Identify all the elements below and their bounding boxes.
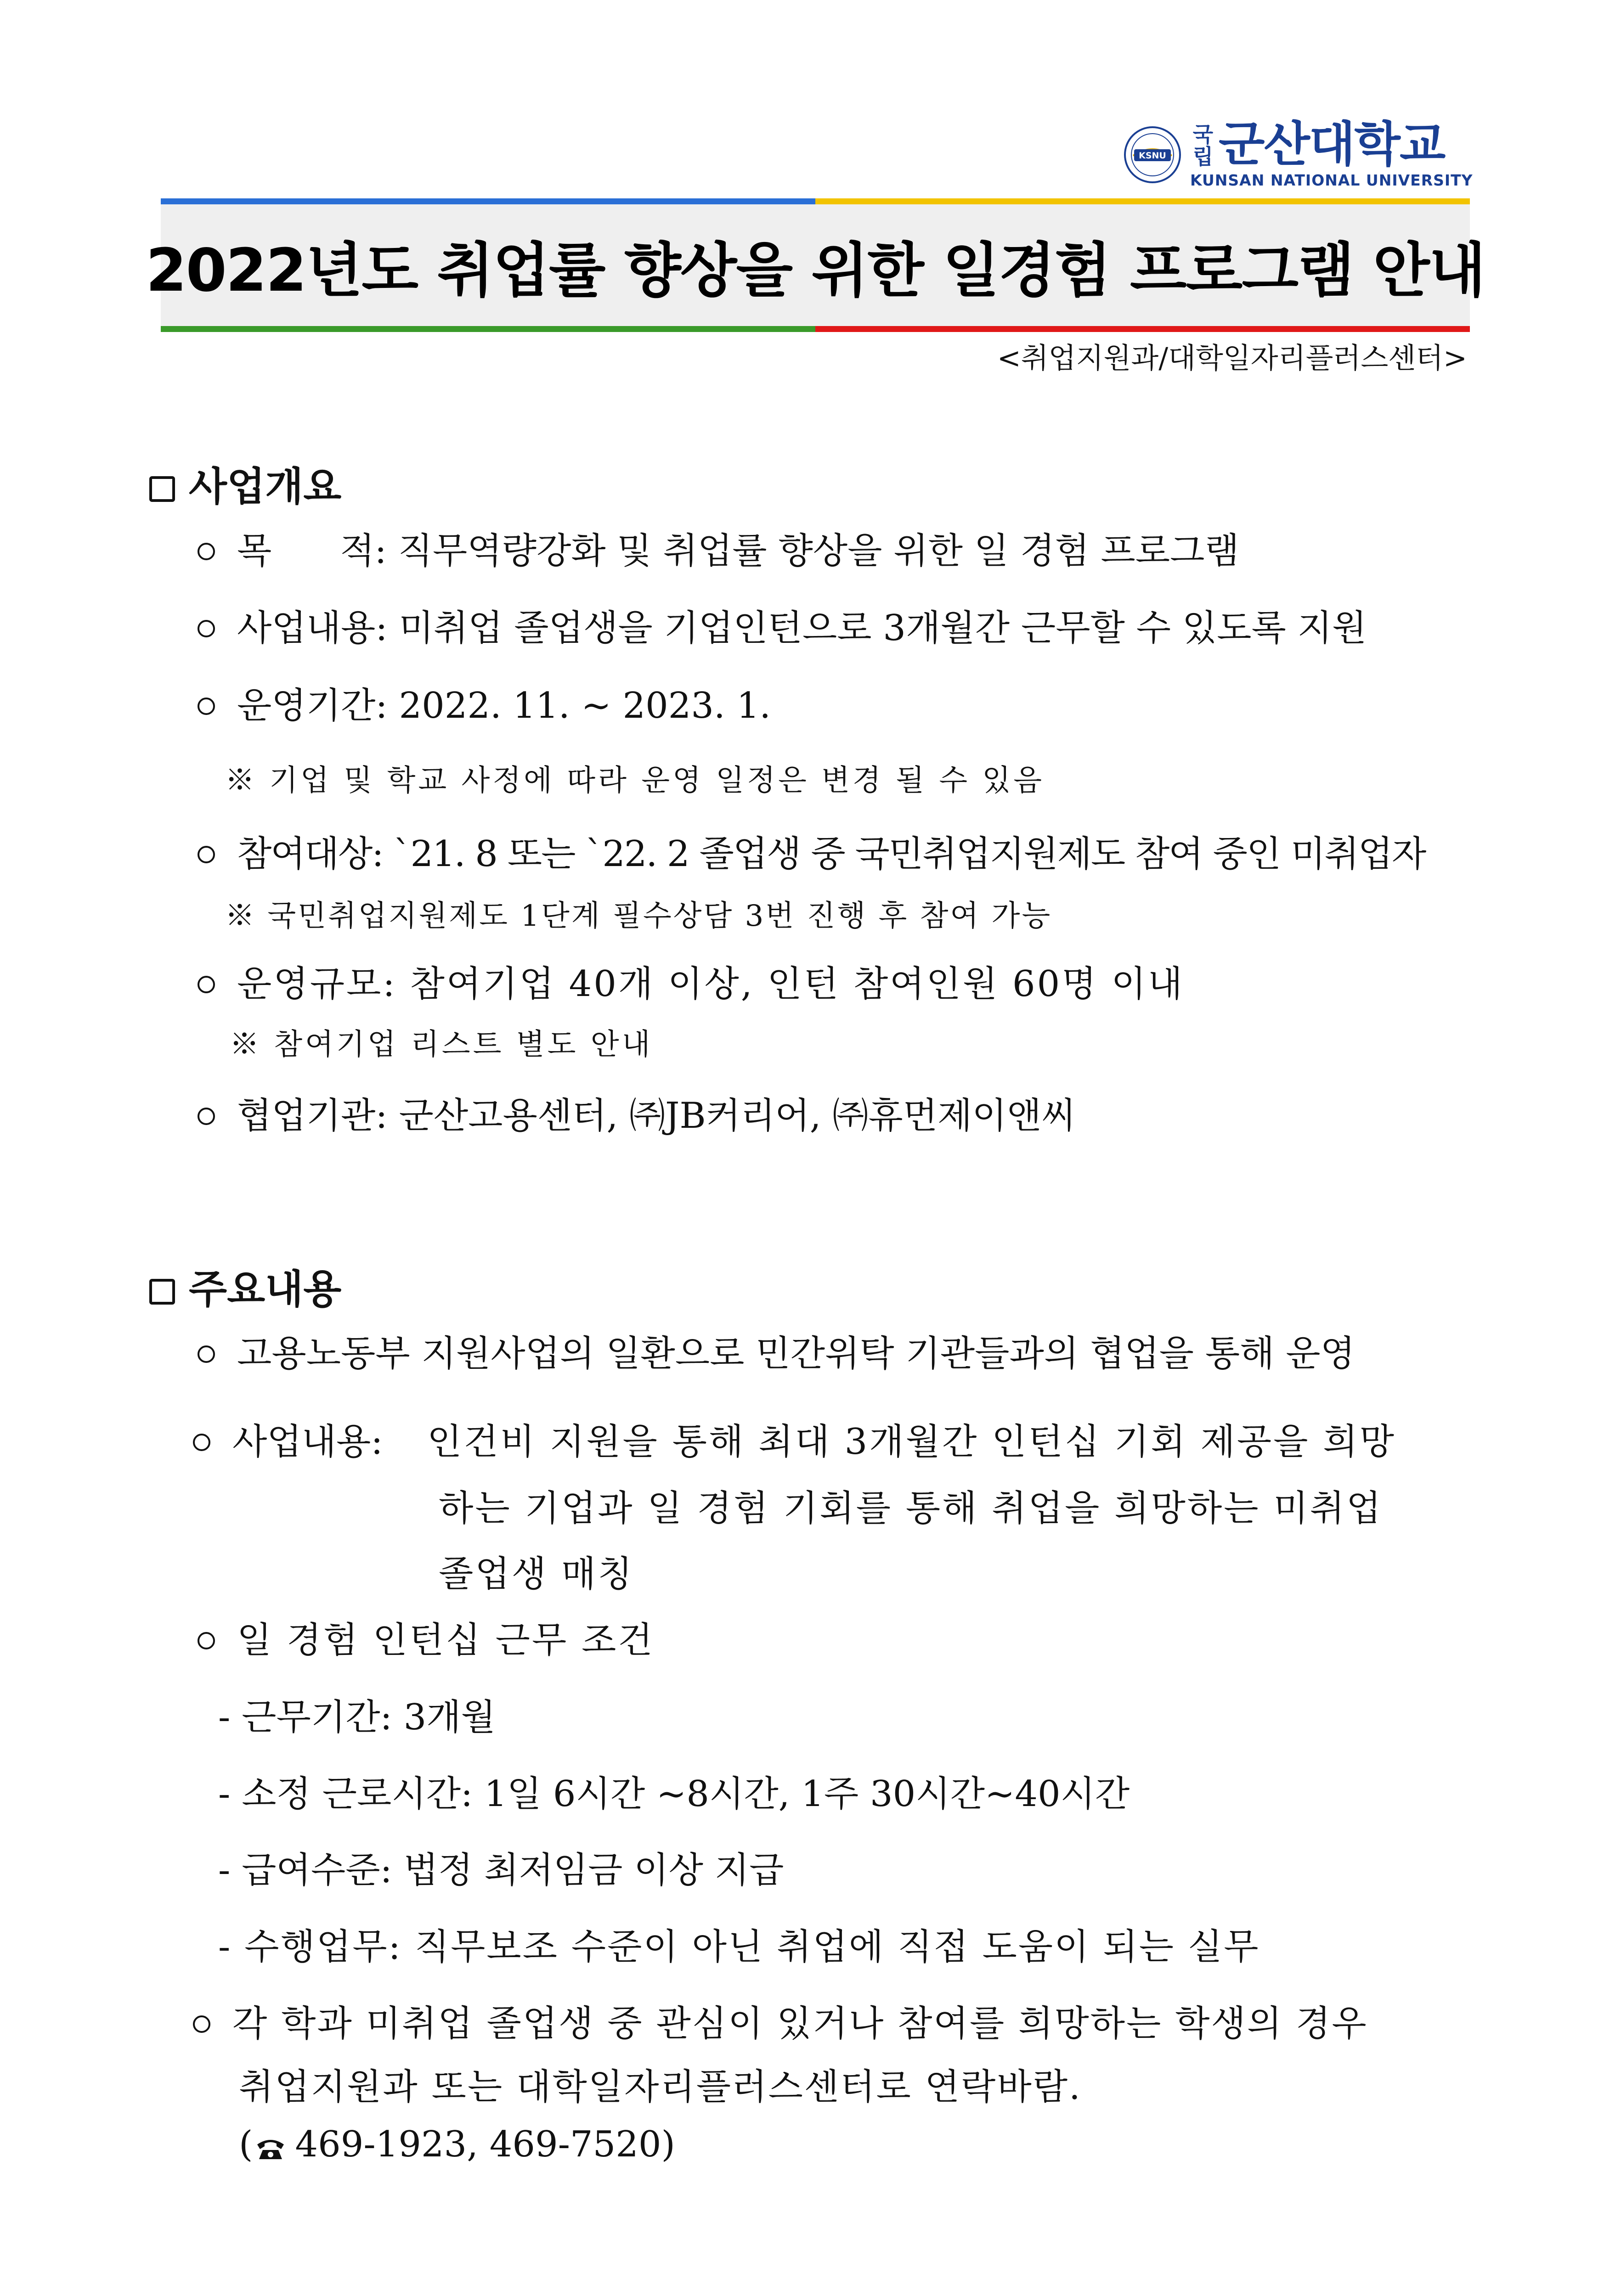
logo-english-name: KUNSAN NATIONAL UNIVERSITY [1190, 171, 1473, 189]
condition-item: - 급여수준: 법정 최저임금 이상 지급 [218, 1850, 784, 1891]
logo-name: 군산대학교 [1219, 116, 1445, 172]
item-label: 협업기관: [237, 1095, 388, 1137]
circle-bullet-icon [198, 1108, 215, 1125]
item-label: 운영규모: [237, 963, 397, 1005]
section-heading-main-content [149, 1257, 341, 1314]
contact-phone: ( 469-1923, 469-7520) [239, 2124, 675, 2165]
item-text: 일 경험 인턴십 근무 조건 [237, 1620, 655, 1661]
circle-bullet-icon [193, 2015, 210, 2033]
list-item [198, 1617, 655, 1663]
list-item [198, 1331, 1355, 1377]
circle-bullet-icon [193, 1434, 210, 1451]
circle-bullet-icon [198, 976, 215, 993]
checkbox-square-icon [149, 1279, 175, 1305]
circle-bullet-icon [198, 620, 215, 637]
item-text: 참여기업 40개 이상, 인턴 참여인원 60명 이내 [410, 963, 1185, 1005]
condition-item: - 소정 근로시간: 1일 6시간 ~8시간, 1주 30시간~40시간 [218, 1773, 1130, 1815]
university-seal-icon [1123, 125, 1182, 184]
item-text: 군산고용센터, ㈜JB커리어, ㈜휴먼제이앤씨 [399, 1095, 1076, 1137]
item-label: 참여대상: [237, 833, 383, 875]
department-label: <취업지원과/대학일자리플러스센터> [997, 341, 1467, 375]
eligibility-note: ※ 국민취업지원제도 1단계 필수상담 3번 진행 후 참여 가능 [225, 899, 1052, 933]
circle-bullet-icon [198, 846, 215, 863]
circle-bullet-icon [198, 1632, 215, 1649]
condition-item: - 근무기간: 3개월 [218, 1697, 496, 1738]
item-text: `21. 8 또는 `22. 2 졸업생 중 국민취업지원제도 참여 중인 미취업자 [393, 833, 1426, 875]
item-label: 운영기간: [237, 685, 388, 726]
closing-line: 취업지원과 또는 대학일자리플러스센터로 연락바람. [239, 2066, 1082, 2108]
circle-bullet-icon [198, 543, 215, 560]
title-bar-top-right [815, 198, 1470, 204]
phone-numbers: 469-1923, 469-7520 [295, 2124, 661, 2165]
list-item [198, 528, 1239, 574]
list-item [198, 683, 771, 729]
section-heading-text: 사업개요 [189, 464, 342, 510]
content-line: 졸업생 매칭 [439, 1553, 634, 1595]
condition-item: - 수행업무: 직무보조 수준이 아닌 취업에 직접 도움이 되는 실무 [218, 1926, 1260, 1968]
page-title: 2022년도 취업률 향상을 위한 일경험 프로그램 안내 [146, 236, 1485, 305]
item-text: 고용노동부 지원사업의 일환으로 민간위탁 기관들과의 협업을 통해 운영 [237, 1333, 1355, 1374]
item-text: 미취업 졸업생을 기업인턴으로 3개월간 근무할 수 있도록 지원 [399, 608, 1367, 649]
item-text: 2022. 11. ~ 2023. 1. [399, 685, 771, 726]
list-item [198, 831, 1425, 877]
item-label: 사업내용: [232, 1421, 383, 1463]
content-line: 하는 기업과 일 경험 기회를 통해 취업을 희망하는 미취업 [439, 1488, 1383, 1529]
title-bar-top-left [161, 198, 815, 204]
university-logo [1123, 116, 1473, 195]
item-label: 사업내용: [237, 608, 388, 649]
title-bar-bottom-left [161, 326, 815, 332]
list-item [193, 2001, 1368, 2047]
circle-bullet-icon [198, 1345, 215, 1363]
list-item [193, 1419, 383, 1465]
telephone-icon [255, 2136, 286, 2161]
item-text: 직무역량강화 및 취업률 향상을 위한 일 경험 프로그램 [398, 530, 1239, 572]
item-label: 목 적: [237, 530, 387, 572]
list-item [198, 605, 1367, 651]
item-text: 각 학과 미취업 졸업생 중 관심이 있거나 참여를 희망하는 학생의 경우 [232, 2003, 1368, 2044]
checkbox-square-icon [149, 476, 175, 502]
logo-prefix: 국립 [1192, 122, 1214, 169]
schedule-note: ※ 기업 및 학교 사정에 따라 운영 일정은 변경 될 수 있음 [225, 764, 1045, 798]
content-line: 인건비 지원을 통해 최대 3개월간 인턴십 기회 제공을 희망 [427, 1421, 1396, 1463]
company-list-note: ※ 참여기업 리스트 별도 안내 [230, 1028, 653, 1062]
list-item [198, 1093, 1076, 1139]
list-item [198, 961, 1184, 1007]
section-heading-text: 주요내용 [189, 1266, 342, 1312]
seal-text: KSNU [1139, 151, 1166, 161]
title-bar-bottom-right [815, 326, 1470, 332]
section-heading-overview [149, 455, 341, 512]
circle-bullet-icon [198, 698, 215, 715]
